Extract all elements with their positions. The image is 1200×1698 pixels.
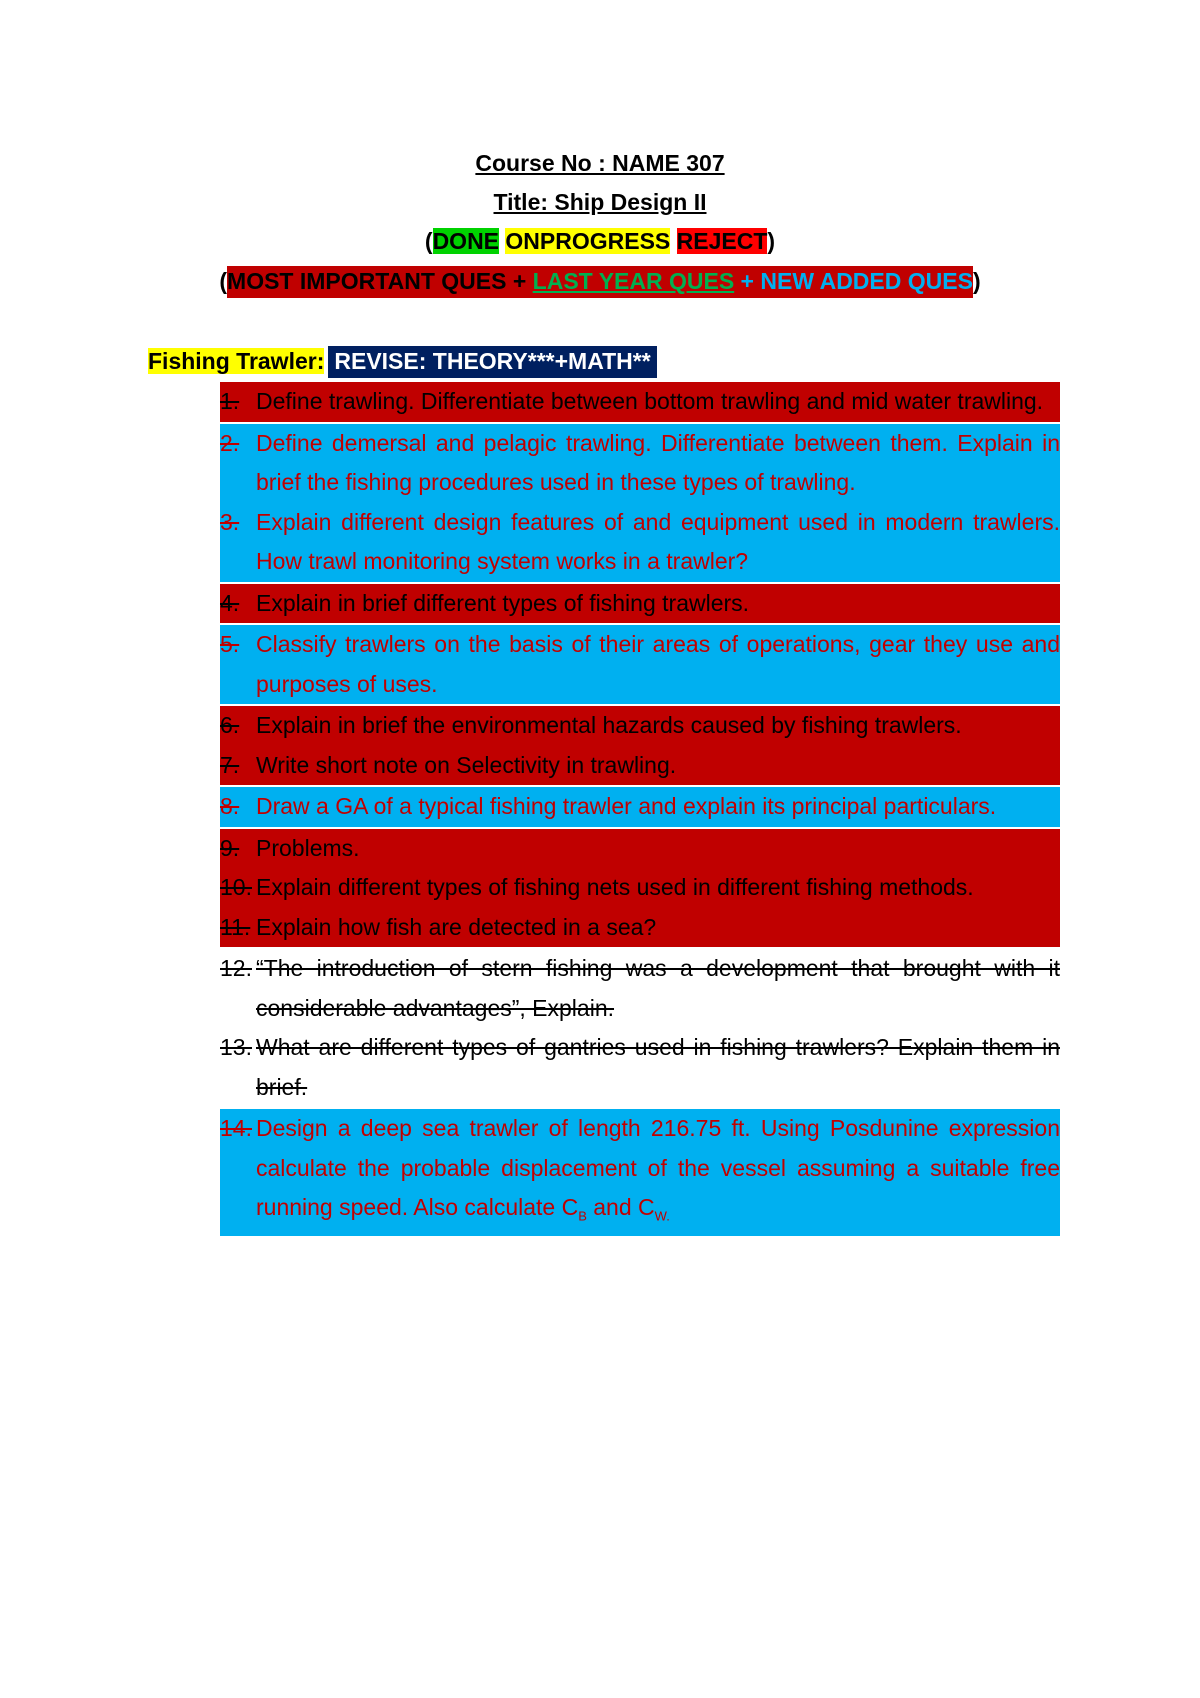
question-item [220, 424, 1060, 503]
subscript-b: B [578, 1208, 587, 1224]
question-block [220, 949, 1060, 1107]
question-text: Classify trawlers on the basis of their areas of operations, gear they use and purposes of uses. [256, 631, 1060, 697]
question-item [220, 584, 1060, 624]
question-block [220, 382, 1060, 422]
question-text: Define demersal and pelagic trawling. Differentiate between them. Explain in brief the fishing procedures used in these types of trawling. [256, 429, 1060, 495]
question-item [220, 829, 1060, 869]
question-number: 7. [220, 751, 240, 778]
question-number: 3. [220, 508, 240, 535]
question-text-main: Design a deep sea trawler of length 216.75 ft. Using Posdunine expression calculate the probable displacement of the vessel assuming a suitable free running speed. Also calculate C [256, 1115, 1060, 1220]
question-block [220, 829, 1060, 948]
question-item [220, 868, 1060, 908]
question-list [220, 382, 1060, 1238]
question-text: Define trawling. Differentiate between bottom trawling and mid water trawling. [256, 388, 1044, 414]
question-number: 5. [220, 631, 240, 657]
question-text: Draw a GA of a typical fishing trawler and explain its principal particulars. [256, 793, 997, 819]
question-number: 11. [220, 913, 251, 940]
question-number: 10. [220, 874, 252, 900]
question-text: What are different types of gantries used in fishing trawlers? Explain them in brief. [256, 1034, 1060, 1100]
question-item [220, 787, 1060, 827]
question-number: 9. [220, 834, 240, 861]
legend-most-important: MOST IMPORTANT QUES + [227, 268, 533, 294]
question-number: 1. [220, 388, 240, 414]
question-item [220, 706, 1060, 746]
status-legend-close: ) [767, 228, 776, 254]
section-label: Fishing Trawler: [148, 348, 325, 374]
course-title-text: Title: Ship Design II [493, 189, 707, 215]
revise-badge: REVISE: THEORY***+MATH** [328, 346, 656, 378]
status-reject: REJECT [676, 228, 768, 254]
question-text: Explain how fish are detected in a sea? [256, 913, 657, 940]
question-item [220, 382, 1060, 422]
question-text: “The introduction of stern fishing was a development that brought with it considerable advantages”, Explain. [256, 955, 1060, 1021]
course-title [0, 189, 1200, 216]
question-number: 4. [220, 589, 240, 616]
question-block [220, 584, 1060, 624]
status-done: DONE [432, 228, 500, 254]
section-heading [148, 348, 657, 375]
question-item [220, 1109, 1060, 1236]
course-number-text: Course No : NAME 307 [475, 150, 725, 176]
status-onprogress: ONPROGRESS [505, 228, 671, 254]
legend-last-year: LAST YEAR QUES [532, 268, 735, 294]
question-text: Write short note on Selectivity in trawling. [256, 751, 677, 778]
question-number: 2. [220, 429, 240, 456]
course-number [0, 150, 1200, 177]
question-text [256, 1115, 1060, 1224]
question-legend [0, 268, 1200, 295]
legend-plus: + [734, 268, 761, 294]
question-item [220, 503, 1060, 582]
question-block [220, 1109, 1060, 1236]
question-item [220, 1028, 1060, 1107]
question-item [220, 625, 1060, 704]
question-text: Explain different design features of and equipment used in modern trawlers. How trawl monitoring system works in a trawler? [256, 508, 1060, 574]
question-item [220, 746, 1060, 786]
question-text: Problems. [256, 834, 360, 861]
question-text: Explain in brief different types of fishing trawlers. [256, 589, 750, 616]
question-number: 12. [220, 955, 252, 981]
subscript-w: W. [654, 1208, 670, 1224]
question-number: 14. [220, 1115, 252, 1141]
question-block [220, 787, 1060, 827]
status-legend [0, 228, 1200, 255]
question-item [220, 908, 1060, 948]
question-legend-band [227, 266, 973, 298]
question-block [220, 625, 1060, 704]
question-text: Explain in brief the environmental hazards caused by fishing trawlers. [256, 712, 962, 738]
question-text-mid: and C [586, 1194, 655, 1220]
question-item [220, 949, 1060, 1028]
legend-new-added: NEW ADDED QUES [760, 268, 973, 294]
status-legend-open: ( [424, 228, 433, 254]
question-number: 13. [220, 1034, 252, 1060]
question-text: Explain different types of fishing nets used in different fishing methods. [256, 874, 974, 900]
question-block [220, 706, 1060, 785]
question-block [220, 424, 1060, 582]
question-number: 8. [220, 793, 240, 819]
question-number: 6. [220, 712, 240, 738]
question-legend-close: ) [972, 268, 981, 294]
question-legend-open: ( [219, 268, 228, 294]
